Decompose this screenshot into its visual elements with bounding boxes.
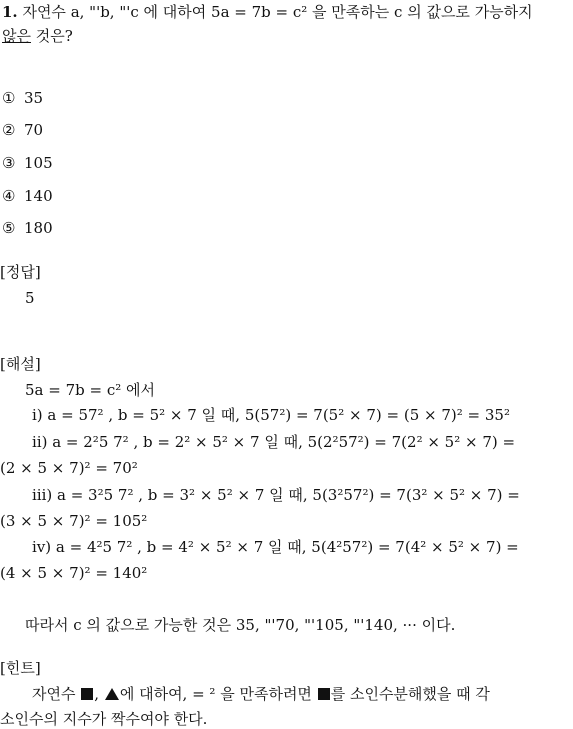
option-3-mark: ③ <box>2 154 16 172</box>
solution-case-3-line-1: ⅲ) a = 3²5 7² , b = 3² × 5² × 7 일 때, 5(3²57²) = 7(3² × 5² × 7) = <box>32 486 520 504</box>
solution-conclusion: 따라서 c 의 값으로 가능한 것은 35, "'70, "'105, "'140, ··· 이다. <box>25 616 456 634</box>
option-2[interactable] <box>2 120 43 140</box>
option-2-value: 70 <box>24 121 44 139</box>
solution-case-2-line-2: (2 × 5 × 7)² = 70² <box>0 459 138 477</box>
hint-text-c: 에 대하여, = ² 을 만족하려면 <box>119 685 312 703</box>
solution-header: [해설] <box>0 355 41 373</box>
question-line-1 <box>2 2 533 22</box>
hint-text-b: , <box>94 685 100 703</box>
option-4-value: 140 <box>24 187 53 205</box>
question-line-2 <box>2 26 73 46</box>
option-5-mark: ⑤ <box>2 219 16 237</box>
option-4-mark: ④ <box>2 187 16 205</box>
hint-header: [힌트] <box>0 659 41 677</box>
hint-line-1 <box>32 684 490 704</box>
hint-line-2: 소인수의 지수가 짝수여야 한다. <box>0 710 208 728</box>
answer-value: 5 <box>25 289 35 307</box>
option-1[interactable] <box>2 88 43 108</box>
option-2-mark: ② <box>2 121 16 139</box>
option-1-value: 35 <box>24 89 44 107</box>
question-emphasis: 않은 <box>2 27 31 45</box>
question-text: 자연수 a, "'b, "'c 에 대하여 5a = 7b = c² 을 만족하는 c 의 값으로 가능하지 <box>22 3 533 21</box>
option-3-value: 105 <box>24 154 53 172</box>
solution-case-2-line-1: ⅱ) a = 2²5 7² , b = 2² × 5² × 7 일 때, 5(2²57²) = 7(2² × 5² × 7) = <box>32 433 516 451</box>
square-icon <box>81 688 93 700</box>
triangle-icon <box>105 688 119 700</box>
hint-text-a: 자연수 <box>32 685 76 703</box>
option-5[interactable] <box>2 218 53 238</box>
option-3[interactable] <box>2 153 53 173</box>
square-icon <box>318 688 330 700</box>
solution-case-4-line-1: ⅳ) a = 4²5 7² , b = 4² × 5² × 7 일 때, 5(4²57²) = 7(4² × 5² × 7) = <box>32 538 519 556</box>
solution-case-1: ⅰ) a = 57² , b = 5² × 7 일 때, 5(57²) = 7(5² × 7) = (5 × 7)² = 35² <box>32 406 510 424</box>
solution-case-3-line-2: (3 × 5 × 7)² = 105² <box>0 512 148 530</box>
option-1-mark: ① <box>2 89 16 107</box>
question-number: 1. <box>2 3 18 21</box>
answer-header: [정답] <box>0 263 41 281</box>
solution-intro: 5a = 7b = c² 에서 <box>25 381 156 399</box>
hint-text-d: 를 소인수분해했을 때 각 <box>330 685 490 703</box>
question-text-end: 것은? <box>30 27 73 45</box>
solution-case-4-line-2: (4 × 5 × 7)² = 140² <box>0 564 148 582</box>
option-5-value: 180 <box>24 219 53 237</box>
option-4[interactable] <box>2 186 53 206</box>
